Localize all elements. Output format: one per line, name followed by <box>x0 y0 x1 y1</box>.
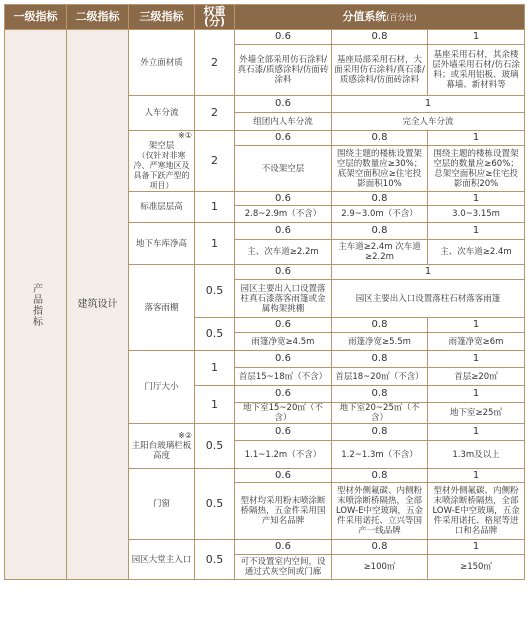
garage-score-2: 0.8 <box>332 223 428 240</box>
window-score-2: 0.8 <box>332 469 428 483</box>
table-row <box>5 30 525 45</box>
floor-height-desc-1: 2.8~2.9m（不含） <box>235 206 332 223</box>
floor-height-score-2: 0.8 <box>332 192 428 206</box>
facade-weight: 2 <box>195 30 235 96</box>
facade-desc-1: 外墙全部采用仿石涂料/真石漆/质感涂料/仿面砖涂料 <box>235 45 332 96</box>
header-weight: 权重(分) <box>195 5 235 30</box>
entrance-desc-2: ≥100㎡ <box>332 555 428 580</box>
window-desc-2: 型材外侧氟碳、内侧粉末喷涂断桥隔热，全部LOW-E中空玻璃，五金件采用诺托、立兴等国产一线品牌 <box>332 483 428 540</box>
garage-desc-1: 主、次车道≥2.2m <box>235 240 332 265</box>
stilt-score-1: 0.6 <box>235 131 332 146</box>
facade-score-2: 0.8 <box>332 30 428 45</box>
balcony-desc-3: 1.3m及以上 <box>428 441 525 469</box>
balcony-cell <box>129 424 195 469</box>
canopy-b-score-2: 0.8 <box>332 318 428 333</box>
header-score-system <box>235 5 525 30</box>
canopy-a-weight: 0.5 <box>195 265 235 318</box>
stilt-note: （仅针对非寒冷、严寒地区及具备下跃产型的项目） <box>133 151 190 190</box>
canopy-b-score-1: 0.6 <box>235 318 332 333</box>
stilt-desc-2: 围绕主题的楼栋设置架空层的数量应≥30%；底架空面积应≥住宅投影面积10% <box>332 146 428 192</box>
window-desc-1: 型材均采用粉末喷涂断桥隔热，五金件采用国产知名品牌 <box>235 483 332 540</box>
balcony-name: 主阳台玻璃栏板高度 <box>131 441 192 461</box>
stilt-mark: ※① <box>178 131 192 140</box>
level1-name: 产品指标 <box>30 282 42 327</box>
lobby-b-weight: 1 <box>195 386 235 424</box>
entrance-score-2: 0.8 <box>332 540 428 555</box>
facade-name: 外立面材质 <box>129 30 195 96</box>
garage-name: 地下车库净高 <box>129 223 195 265</box>
separation-desc-1: 组团内人车分流 <box>235 113 332 131</box>
window-score-3: 1 <box>428 469 525 483</box>
lobby-a-score-1: 0.6 <box>235 351 332 368</box>
canopy-a-score-1: 0.6 <box>235 265 332 280</box>
window-name: 门窗 <box>129 469 195 540</box>
entrance-score-1: 0.6 <box>235 540 332 555</box>
entrance-desc-3: ≥150㎡ <box>428 555 525 580</box>
facade-score-1: 0.6 <box>235 30 332 45</box>
floor-height-score-3: 1 <box>428 192 525 206</box>
entrance-desc-1: 可不设置室内空间，设通过式灰空间或门廊 <box>235 555 332 580</box>
lobby-b-score-2: 0.8 <box>332 386 428 403</box>
canopy-a-desc-1: 园区主要出入口设置落柱真石漆落客雨篷或金属构架挑棚 <box>235 280 332 318</box>
lobby-b-desc-1: 地下室15~20㎡（不含） <box>235 403 332 424</box>
canopy-b-desc-2: 雨篷净宽≥5.5m <box>332 333 428 351</box>
floor-height-score-1: 0.6 <box>235 192 332 206</box>
canopy-a-score-2: 1 <box>332 265 525 280</box>
garage-score-3: 1 <box>428 223 525 240</box>
canopy-b-score-3: 1 <box>428 318 525 333</box>
balcony-mark: ※② <box>178 431 192 440</box>
lobby-b-score-1: 0.6 <box>235 386 332 403</box>
floor-height-desc-3: 3.0~3.15m <box>428 206 525 223</box>
canopy-b-desc-1: 雨篷净宽≥4.5m <box>235 333 332 351</box>
level2-name: 建筑设计 <box>77 298 118 310</box>
separation-score-2: 1 <box>332 96 525 113</box>
lobby-a-weight: 1 <box>195 351 235 386</box>
stilt-score-3: 1 <box>428 131 525 146</box>
window-weight: 0.5 <box>195 469 235 540</box>
stilt-cell <box>129 131 195 192</box>
header-level2: 二级指标 <box>67 5 129 30</box>
header-level1: 一级指标 <box>5 5 67 30</box>
facade-score-3: 1 <box>428 30 525 45</box>
header-row <box>5 5 525 30</box>
lobby-b-desc-2: 地下室20~25㎡（不含） <box>332 403 428 424</box>
stilt-desc-1: 不设架空层 <box>235 146 332 192</box>
entrance-score-3: 1 <box>428 540 525 555</box>
entrance-weight: 0.5 <box>195 540 235 580</box>
window-desc-3: 型材外侧氟碳、内侧粉末喷涂断桥隔热，全部LOW-E中空玻璃，五金件采用诺托、格屋等进口和名品牌 <box>428 483 525 540</box>
facade-desc-3: 基座采用石材，其余楼层外墙采用石材/仿石涂料；或采用铝板、玻璃幕墙、新材料等 <box>428 45 525 96</box>
lobby-a-score-2: 0.8 <box>332 351 428 368</box>
separation-score-1: 0.6 <box>235 96 332 113</box>
garage-desc-3: 主、次车道≥2.4m <box>428 240 525 265</box>
lobby-a-desc-2: 首层18~20㎡（不含） <box>332 368 428 386</box>
balcony-score-2: 0.8 <box>332 424 428 441</box>
balcony-weight: 0.5 <box>195 424 235 469</box>
facade-desc-2: 基座局部采用石材，大面采用仿石涂料/真石漆/质感涂料/仿面砖涂料 <box>332 45 428 96</box>
level1-cell <box>5 30 67 580</box>
balcony-score-1: 0.6 <box>235 424 332 441</box>
entrance-name: 园区大堂主入口 <box>129 540 195 580</box>
separation-name: 人车分流 <box>129 96 195 131</box>
floor-height-desc-2: 2.9~3.0m（不含） <box>332 206 428 223</box>
canopy-a-desc-2: 园区主要出入口设置落柱石材落客雨篷 <box>332 280 525 318</box>
header-level3: 三级指标 <box>129 5 195 30</box>
floor-height-weight: 1 <box>195 192 235 223</box>
canopy-b-weight: 0.5 <box>195 318 235 351</box>
balcony-desc-1: 1.1~1.2m（不含） <box>235 441 332 469</box>
score-system-label: 分值系统 <box>342 9 387 23</box>
stilt-score-2: 0.8 <box>332 131 428 146</box>
window-score-1: 0.6 <box>235 469 332 483</box>
floor-height-name: 标准层层高 <box>129 192 195 223</box>
lobby-b-desc-3: 地下室≥25㎡ <box>428 403 525 424</box>
canopy-name: 落客雨棚 <box>129 265 195 351</box>
level2-cell <box>67 30 129 580</box>
lobby-name: 门厅大小 <box>129 351 195 424</box>
canopy-b-desc-3: 雨篷净宽≥6m <box>428 333 525 351</box>
stilt-name: 架空层 <box>148 141 175 151</box>
stilt-desc-3: 围绕主题的楼栋设置架空层的数量应≥60%；总架空面积应≥住宅投影面积20% <box>428 146 525 192</box>
stilt-weight: 2 <box>195 131 235 192</box>
lobby-a-desc-3: 首层≥20㎡ <box>428 368 525 386</box>
garage-desc-2: 主车道≥2.4m 次车道≥2.2m <box>332 240 428 265</box>
lobby-a-score-3: 1 <box>428 351 525 368</box>
balcony-score-3: 1 <box>428 424 525 441</box>
garage-score-1: 0.6 <box>235 223 332 240</box>
lobby-b-score-3: 1 <box>428 386 525 403</box>
balcony-desc-2: 1.2~1.3m（不含） <box>332 441 428 469</box>
separation-weight: 2 <box>195 96 235 131</box>
garage-weight: 1 <box>195 223 235 265</box>
indicator-table <box>4 4 525 580</box>
separation-desc-2: 完全人车分流 <box>332 113 525 131</box>
lobby-a-desc-1: 首层15~18㎡（不含） <box>235 368 332 386</box>
score-unit-label: (百分比) <box>386 12 417 22</box>
